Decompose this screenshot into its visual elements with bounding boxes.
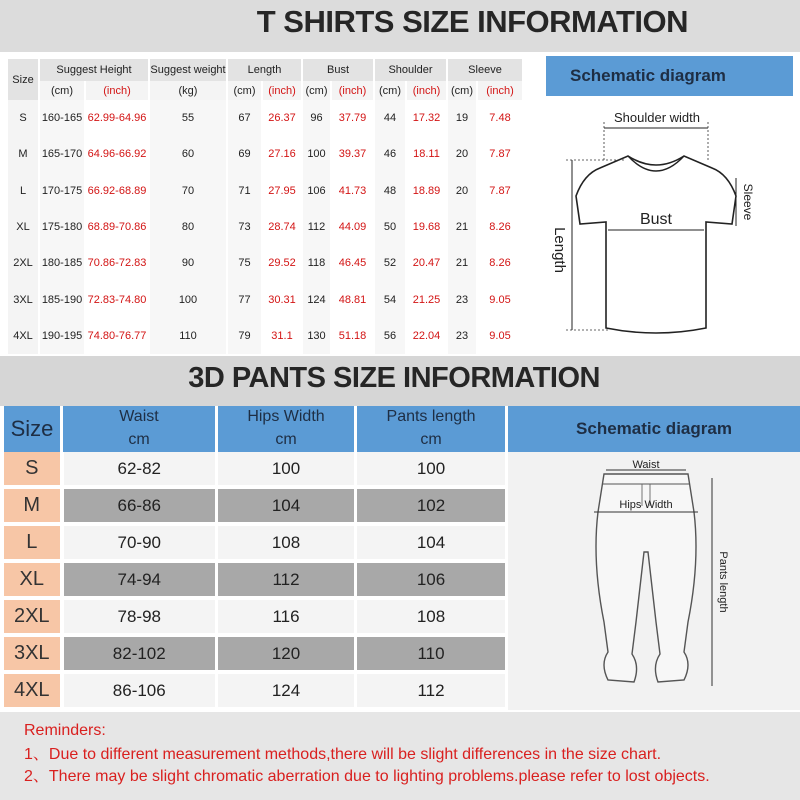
- tshirt-cell-len-cm: 69: [228, 136, 261, 172]
- pants-cell-length: 110: [356, 635, 506, 672]
- pants-cell-hips: 116: [217, 598, 356, 635]
- pants-cell-length: 108: [356, 598, 506, 635]
- pants-cell-waist: 82-102: [62, 635, 217, 672]
- pants-unit-row: [4, 428, 505, 452]
- tshirt-cell-sl-in: 8.26: [478, 209, 522, 245]
- tshirt-cell-h-in: 70.86-72.83: [86, 245, 148, 281]
- pants-cell-size: XL: [4, 561, 62, 598]
- pants-schematic-title: Schematic diagram: [576, 419, 732, 438]
- tshirt-cell-sh-cm: 54: [375, 281, 405, 317]
- pants-cell-waist: 70-90: [62, 524, 217, 561]
- tshirt-cell-sh-in: 20.47: [407, 245, 446, 281]
- tshirt-row: [8, 281, 522, 317]
- tshirt-header-shoulder: Shoulder: [375, 59, 446, 81]
- tshirt-cell-bust-cm: 130: [303, 318, 330, 354]
- tshirt-cell-size: M: [8, 136, 38, 172]
- tshirt-cell-len-cm: 73: [228, 209, 261, 245]
- tshirt-row: [8, 318, 522, 354]
- pants-header-size: Size: [4, 406, 62, 452]
- tshirt-cell-sl-in: 7.87: [478, 136, 522, 172]
- tshirt-unit-row: [8, 81, 522, 100]
- pants-cell-length: 100: [356, 452, 506, 487]
- tshirt-cell-kg: 80: [150, 209, 226, 245]
- tshirt-section-title: T SHIRTS SIZE INFORMATION: [256, 4, 688, 39]
- tshirt-cell-bust-cm: 100: [303, 136, 330, 172]
- tshirt-row: [8, 100, 522, 136]
- tshirt-header-size: Size: [8, 59, 38, 100]
- unit-inch: (inch): [263, 81, 301, 100]
- tshirt-cell-bust-in: 48.81: [332, 281, 373, 317]
- pants-unit-cm: cm: [62, 428, 217, 452]
- pants-header-length: Pants length: [356, 406, 506, 428]
- tshirt-cell-len-in: 27.95: [263, 173, 301, 209]
- tshirt-cell-sl-in: 7.48: [478, 100, 522, 136]
- pants-cell-size: 4XL: [4, 672, 62, 709]
- pants-row: [4, 635, 505, 672]
- tshirt-cell-sl-in: 7.87: [478, 173, 522, 209]
- tshirt-cell-kg: 110: [150, 318, 226, 354]
- pants-length-label: Pants length: [717, 551, 729, 613]
- tshirt-cell-kg: 70: [150, 173, 226, 209]
- tshirt-row: [8, 173, 522, 209]
- tshirt-cell-bust-in: 37.79: [332, 100, 373, 136]
- unit-inch: (inch): [407, 81, 446, 100]
- tshirt-cell-h-in: 72.83-74.80: [86, 281, 148, 317]
- pants-header-hips: Hips Width: [217, 406, 356, 428]
- tshirt-cell-h-cm: 190-195: [40, 318, 84, 354]
- tshirt-cell-len-in: 29.52: [263, 245, 301, 281]
- tshirt-cell-sh-in: 17.32: [407, 100, 446, 136]
- pants-cell-length: 106: [356, 561, 506, 598]
- pants-cell-size: S: [4, 452, 62, 487]
- length-label: Length: [551, 227, 568, 273]
- tshirt-header-sleeve: Sleeve: [448, 59, 522, 81]
- tshirt-cell-h-in: 66.92-68.89: [86, 173, 148, 209]
- tshirt-cell-sh-cm: 48: [375, 173, 405, 209]
- tshirt-cell-len-in: 28.74: [263, 209, 301, 245]
- shoulder-width-label: Shoulder width: [614, 110, 700, 125]
- unit-cm: (cm): [303, 81, 330, 100]
- tshirt-cell-sh-cm: 44: [375, 100, 405, 136]
- tshirt-cell-len-cm: 67: [228, 100, 261, 136]
- unit-cm: (cm): [375, 81, 405, 100]
- tshirt-cell-bust-cm: 112: [303, 209, 330, 245]
- pants-schematic-panel: [508, 452, 800, 710]
- tshirt-cell-sl-cm: 21: [448, 209, 476, 245]
- tshirt-cell-bust-in: 46.45: [332, 245, 373, 281]
- tshirt-cell-size: L: [8, 173, 38, 209]
- tshirt-cell-size: S: [8, 100, 38, 136]
- tshirt-cell-size: 2XL: [8, 245, 38, 281]
- tshirt-cell-h-cm: 180-185: [40, 245, 84, 281]
- pants-cell-size: 3XL: [4, 635, 62, 672]
- pants-cell-size: M: [4, 487, 62, 524]
- pants-size-table: [4, 406, 505, 711]
- tshirt-cell-h-cm: 160-165: [40, 100, 84, 136]
- pants-unit-cm: cm: [217, 428, 356, 452]
- pants-cell-hips: 100: [217, 452, 356, 487]
- tshirt-cell-size: XL: [8, 209, 38, 245]
- tshirt-cell-h-in: 64.96-66.92: [86, 136, 148, 172]
- tshirt-cell-kg: 100: [150, 281, 226, 317]
- tshirt-cell-sl-cm: 23: [448, 281, 476, 317]
- reminder-line-1: 1、Due to different measurement methods,there will be slight differences in the size chart.: [24, 746, 662, 763]
- pants-header-waist: Waist: [62, 406, 217, 428]
- tshirt-size-table: [6, 59, 524, 354]
- tshirt-cell-bust-in: 44.09: [332, 209, 373, 245]
- tshirt-cell-kg: 55: [150, 100, 226, 136]
- pants-cell-hips: 120: [217, 635, 356, 672]
- tshirt-cell-h-in: 68.89-70.86: [86, 209, 148, 245]
- tshirt-header-row: [8, 59, 522, 81]
- tshirt-cell-kg: 90: [150, 245, 226, 281]
- tshirt-cell-sh-in: 18.89: [407, 173, 446, 209]
- pants-cell-length: 102: [356, 487, 506, 524]
- unit-cm: (cm): [228, 81, 261, 100]
- pants-cell-waist: 78-98: [62, 598, 217, 635]
- unit-kg: (kg): [150, 81, 226, 100]
- tshirt-cell-sl-cm: 20: [448, 136, 476, 172]
- pants-unit-cm: cm: [356, 428, 506, 452]
- pants-cell-waist: 74-94: [62, 561, 217, 598]
- tshirt-cell-bust-in: 39.37: [332, 136, 373, 172]
- unit-cm: (cm): [448, 81, 476, 100]
- tshirt-row: [8, 209, 522, 245]
- unit-inch: (inch): [478, 81, 522, 100]
- unit-inch: (inch): [86, 81, 148, 100]
- waist-label: Waist: [632, 459, 660, 471]
- tshirt-cell-sl-cm: 21: [448, 245, 476, 281]
- tshirt-header-length: Length: [228, 59, 301, 81]
- tshirt-cell-len-in: 26.37: [263, 100, 301, 136]
- tshirt-cell-size: 4XL: [8, 318, 38, 354]
- tshirt-cell-bust-cm: 106: [303, 173, 330, 209]
- tshirt-cell-h-in: 62.99-64.96: [86, 100, 148, 136]
- pants-row: [4, 524, 505, 561]
- tshirt-cell-sl-in: 9.05: [478, 281, 522, 317]
- tshirt-cell-h-cm: 165-170: [40, 136, 84, 172]
- tshirt-cell-bust-in: 51.18: [332, 318, 373, 354]
- tshirt-cell-h-cm: 170-175: [40, 173, 84, 209]
- tshirt-cell-sl-cm: 23: [448, 318, 476, 354]
- hips-label: Hips Width: [619, 499, 673, 511]
- tshirt-schematic-diagram: [546, 100, 793, 350]
- reminders-heading: Reminders:: [24, 722, 106, 739]
- pants-cell-waist: 66-86: [62, 487, 217, 524]
- tshirt-cell-sl-in: 8.26: [478, 245, 522, 281]
- pants-row: [4, 598, 505, 635]
- pants-cell-hips: 108: [217, 524, 356, 561]
- pants-cell-waist: 62-82: [62, 452, 217, 487]
- tshirt-cell-sh-cm: 52: [375, 245, 405, 281]
- tshirt-cell-sh-cm: 50: [375, 209, 405, 245]
- tshirt-schematic-title: Schematic diagram: [570, 66, 726, 85]
- tshirt-cell-sl-cm: 19: [448, 100, 476, 136]
- pants-cell-length: 112: [356, 672, 506, 709]
- tshirt-cell-bust-cm: 124: [303, 281, 330, 317]
- pants-header-row: [4, 406, 505, 428]
- tshirt-cell-len-cm: 75: [228, 245, 261, 281]
- pants-row: [4, 672, 505, 709]
- tshirt-cell-len-cm: 71: [228, 173, 261, 209]
- pants-cell-size: 2XL: [4, 598, 62, 635]
- tshirt-cell-len-cm: 77: [228, 281, 261, 317]
- unit-cm: (cm): [40, 81, 84, 100]
- tshirt-cell-sh-cm: 56: [375, 318, 405, 354]
- pants-section-title: 3D PANTS SIZE INFORMATION: [188, 362, 600, 394]
- pants-cell-hips: 124: [217, 672, 356, 709]
- tshirt-cell-sh-cm: 46: [375, 136, 405, 172]
- tshirt-cell-bust-cm: 118: [303, 245, 330, 281]
- tshirt-header-height: Suggest Height: [40, 59, 148, 81]
- tshirt-cell-h-cm: 175-180: [40, 209, 84, 245]
- bust-label: Bust: [639, 211, 673, 228]
- tshirt-row: [8, 245, 522, 281]
- tshirt-row: [8, 136, 522, 172]
- tshirt-cell-h-in: 74.80-76.77: [86, 318, 148, 354]
- pants-schematic-header: [508, 406, 800, 452]
- tshirt-header-bust: Bust: [303, 59, 373, 81]
- pants-row: [4, 487, 505, 524]
- pants-row: [4, 452, 505, 487]
- tshirt-cell-sh-in: 18.11: [407, 136, 446, 172]
- tshirt-cell-sl-cm: 20: [448, 173, 476, 209]
- pants-cell-hips: 104: [217, 487, 356, 524]
- tshirt-cell-sh-in: 21.25: [407, 281, 446, 317]
- tshirt-cell-h-cm: 185-190: [40, 281, 84, 317]
- tshirt-cell-len-cm: 79: [228, 318, 261, 354]
- reminder-line-2: 2、There may be slight chromatic aberration due to lighting problems.please refer to lost objects.: [24, 768, 710, 785]
- tshirt-cell-bust-cm: 96: [303, 100, 330, 136]
- pants-cell-hips: 112: [217, 561, 356, 598]
- tshirt-cell-len-in: 27.16: [263, 136, 301, 172]
- tshirt-cell-size: 3XL: [8, 281, 38, 317]
- tshirt-cell-len-in: 31.1: [263, 318, 301, 354]
- tshirt-cell-len-in: 30.31: [263, 281, 301, 317]
- tshirt-schematic-header: [546, 56, 793, 96]
- sleeve-label: Sleeve: [741, 183, 755, 221]
- pants-cell-waist: 86-106: [62, 672, 217, 709]
- tshirt-cell-sh-in: 19.68: [407, 209, 446, 245]
- tshirt-cell-sh-in: 22.04: [407, 318, 446, 354]
- tshirt-header-weight: Suggest weight: [150, 59, 226, 81]
- unit-inch: (inch): [332, 81, 373, 100]
- pants-schematic-diagram: [508, 452, 800, 710]
- tshirt-cell-sl-in: 9.05: [478, 318, 522, 354]
- tshirt-cell-kg: 60: [150, 136, 226, 172]
- pants-row: [4, 561, 505, 598]
- pants-cell-length: 104: [356, 524, 506, 561]
- tshirt-cell-bust-in: 41.73: [332, 173, 373, 209]
- pants-cell-size: L: [4, 524, 62, 561]
